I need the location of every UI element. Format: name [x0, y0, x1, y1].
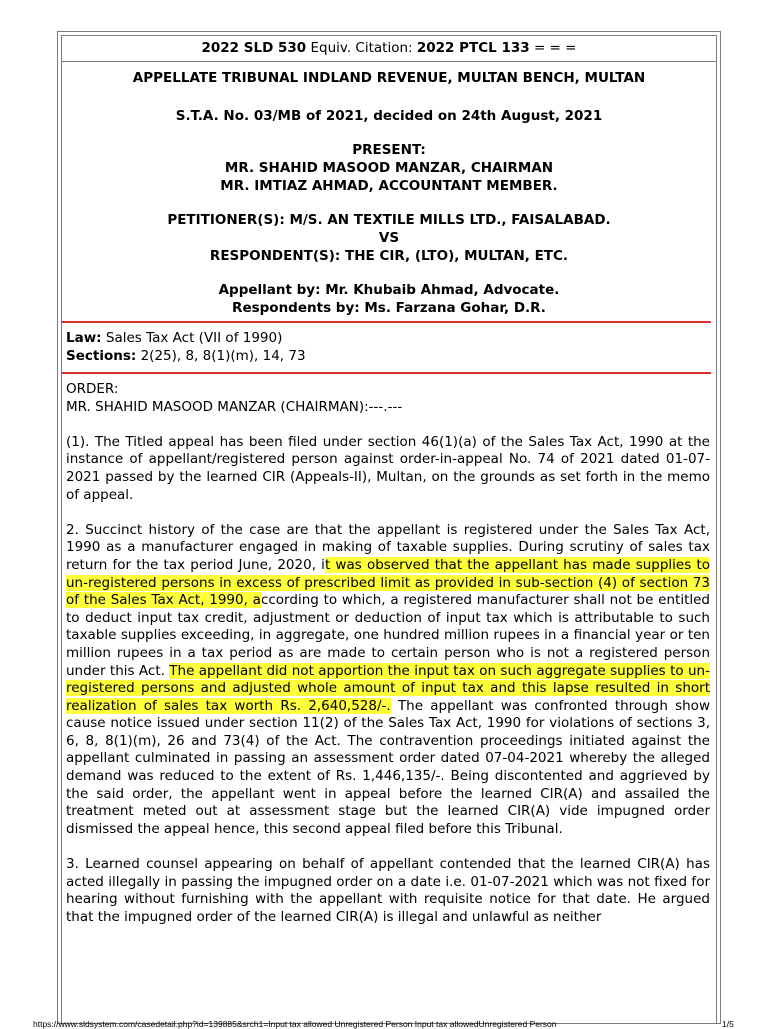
- law-info: [66, 329, 306, 365]
- respondent-line: RESPONDENT(S): THE CIR, (LTO), MULTAN, ETC.: [209, 248, 569, 264]
- section-divider: [62, 372, 711, 374]
- order-heading: ORDER:: [66, 381, 119, 397]
- paragraph-2-text: 2. Succinct history of the case are that the appellant is registered under the Sales Tax Act, 1990 as a manufacturer engaged in making of taxable supplies. During scrutiny of sales tax return for the tax period June, 2020, i: [66, 521, 710, 573]
- paragraph-2-text: ccording to which, a registered manufacturer shall not be entitled to deduct input tax credit, adjustment or deduction of input tax which is attributable to such taxable supplies exceeding, in aggregate, one hundred million rupees in a financial year or ten million rupees in a tax period as are made to certain person who is not a registered person under this Act.: [66, 592, 710, 679]
- case-header: [62, 62, 716, 317]
- versus-label: VS: [378, 230, 400, 246]
- ptcl-citation: 2022 PTCL 133: [416, 40, 530, 56]
- equiv-label: Equiv. Citation:: [310, 40, 413, 56]
- law-value: Sales Tax Act (VII of 1990): [101, 330, 283, 346]
- sections-label: Sections:: [66, 348, 137, 364]
- law-line: [66, 329, 306, 347]
- order-body: [66, 381, 710, 926]
- citation-bar: [62, 36, 716, 62]
- present-label: PRESENT:: [352, 142, 426, 158]
- order-author: MR. SHAHID MASOOD MANZAR (CHAIRMAN):---.---: [66, 398, 403, 415]
- footer-url: https://www.sldsystem.com/casedetail.php?id=139885&srch1=Input tax allowed Unregistered Person Input tax allowedUnregistered Person: [33, 1019, 557, 1029]
- paragraph-2: [66, 522, 710, 839]
- highlighted-text: t was observed that the appellant has made supplies to un-registered persons in excess of prescribed limit as provided in sub-section (4) of section 73 of the Sales Tax Act, 1990, a: [66, 556, 710, 609]
- highlighted-text: The appellant did not apportion the input tax on such aggregate supplies to un-registered persons and adjusted whole amount of input tax and this lapse resulted in short realization of sales tax worth Rs. 2,640,528/-.: [66, 662, 710, 714]
- appellant-counsel: Appellant by: Mr. Khubaib Ahmad, Advocate.: [218, 282, 560, 298]
- sections-line: [66, 347, 306, 365]
- page-number: 1/5: [722, 1019, 734, 1029]
- respondent-counsel: Respondents by: Ms. Farzana Gohar, D.R.: [232, 300, 546, 316]
- tribunal-name: APPELLATE TRIBUNAL INDLAND REVENUE, MULTAN BENCH, MULTAN: [132, 70, 646, 86]
- section-divider: [62, 321, 711, 323]
- sld-citation: 2022 SLD 530: [201, 40, 307, 56]
- paragraph-2-text: The appellant was confronted through show cause notice issued under section 11(2) of the Sales Tax Act, 1990 for violations of sections 3, 6, 8, 8(1)(m), 26 and 73(4) of the Act. The contravention proceedings initiated against the appellant culminated in passing an assessment order dated 07-04-2021 whereby the alleged demand was reduced to the extent of Rs. 1,446,135/-. Being discontented and aggrieved by the said order, the appellant went in appeal before the learned CIR(A) and assailed the treatment meted out at assessment stage but the learned CIR(A) vide impugned order dismissed the appeal hence, this second appeal filed before this Tribunal.: [66, 697, 710, 837]
- citation-suffix: = = =: [533, 40, 577, 56]
- bench-member-accountant: MR. IMTIAZ AHMAD, ACCOUNTANT MEMBER.: [220, 178, 558, 194]
- sections-value: 2(25), 8, 8(1)(m), 14, 73: [136, 348, 306, 364]
- law-label: Law:: [66, 330, 102, 346]
- bench-member-chairman: MR. SHAHID MASOOD MANZAR, CHAIRMAN: [224, 160, 554, 176]
- paragraph-1: (1). The Titled appeal has been filed under section 46(1)(a) of the Sales Tax Act, 1990 at the instance of appellant/registered person against order-in-appeal No. 74 of 2021 dated 01-07-2021 passed by the learned CIR (Appeals-II), Multan, on the grounds as set forth in the memo of appeal.: [66, 433, 710, 503]
- paragraph-3: 3. Learned counsel appearing on behalf of appellant contended that the learned CIR(A) has acted illegally in passing the impugned order on a date i.e. 01-07-2021 which was not fixed for hearing without furnishing with the appellant with requisite notice for that date. He argued that the impugned order of the learned CIR(A) is illegal and unlawful as neither: [66, 856, 710, 925]
- petitioner-line: PETITIONER(S): M/S. AN TEXTILE MILLS LTD., FAISALABAD.: [167, 212, 611, 228]
- case-number: S.T.A. No. 03/MB of 2021, decided on 24th August, 2021: [175, 108, 603, 124]
